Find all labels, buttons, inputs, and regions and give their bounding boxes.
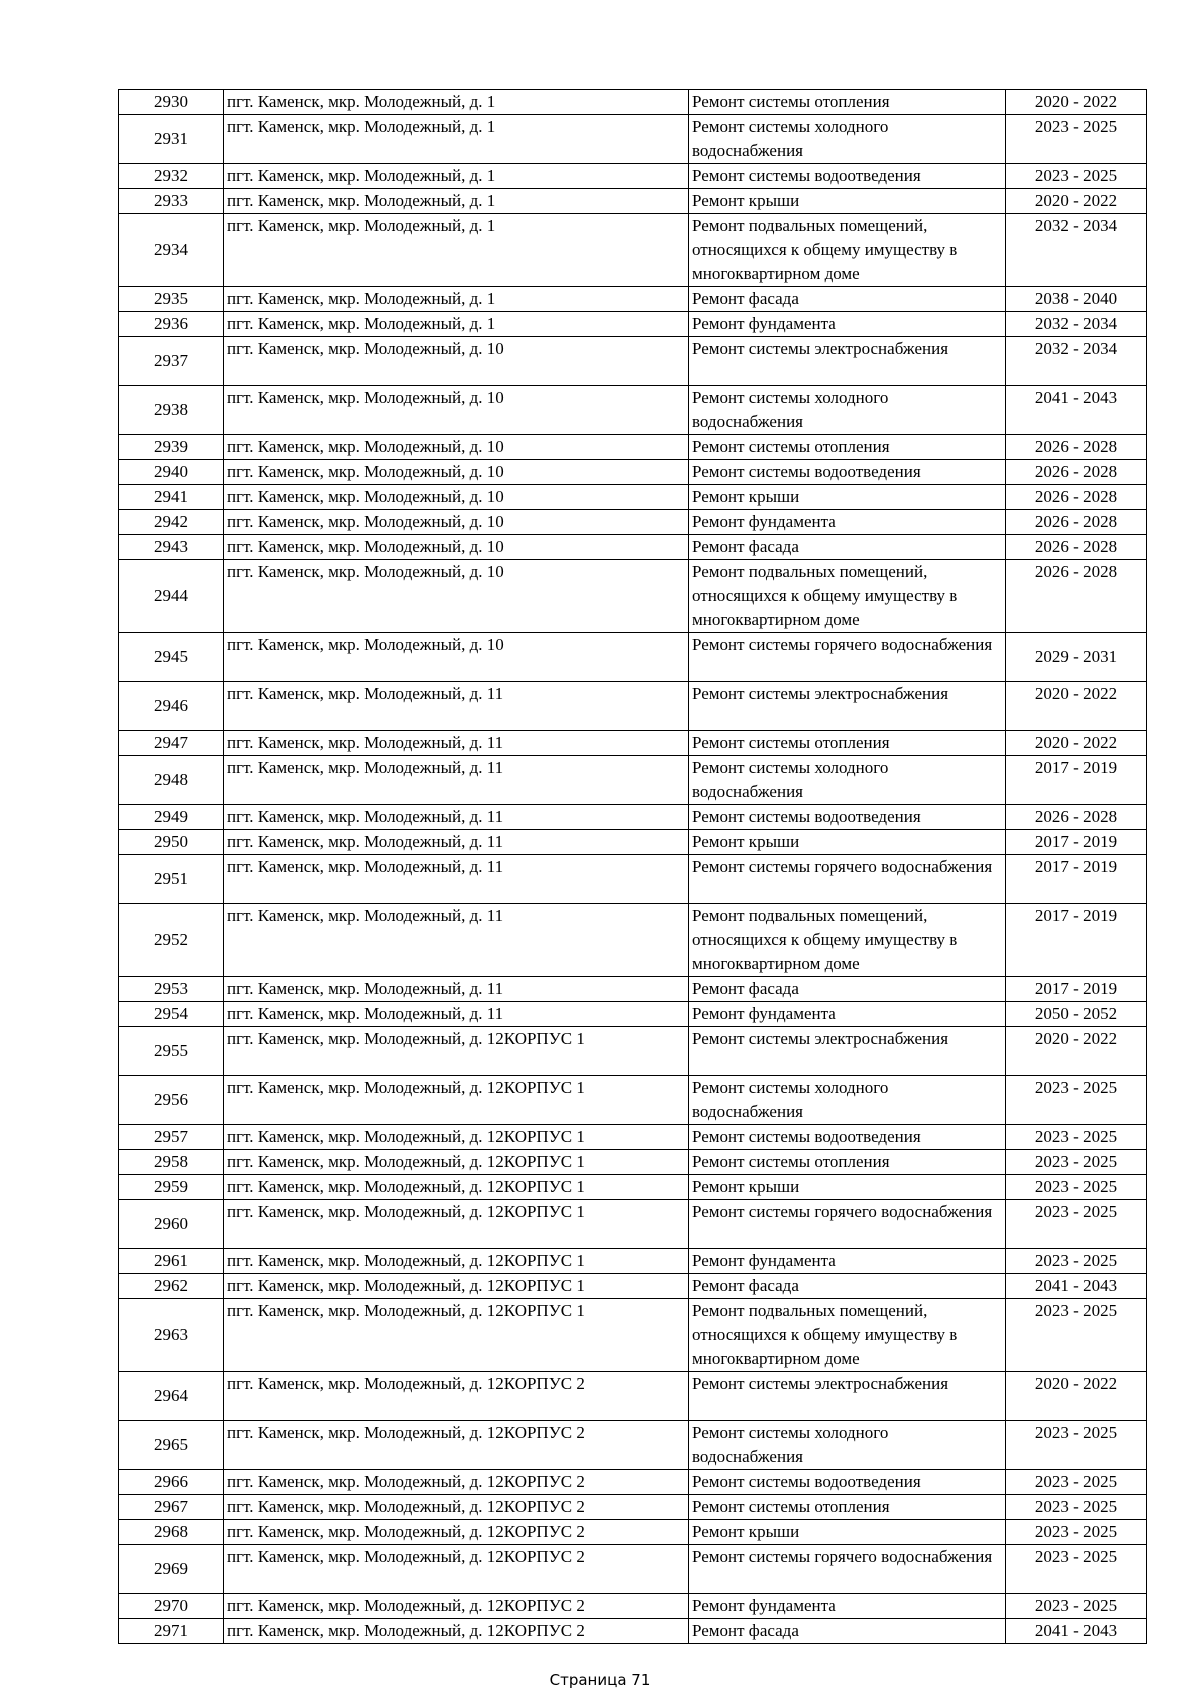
row-period: 2023 - 2025 bbox=[1006, 1299, 1147, 1372]
row-period: 2023 - 2025 bbox=[1006, 1421, 1147, 1470]
row-work-type: Ремонт крыши bbox=[689, 189, 1006, 214]
row-period: 2032 - 2034 bbox=[1006, 214, 1147, 287]
row-address: пгт. Каменск, мкр. Молодежный, д. 1 bbox=[224, 115, 689, 164]
table-row bbox=[119, 1495, 1147, 1520]
table-row bbox=[119, 1200, 1147, 1249]
row-period: 2023 - 2025 bbox=[1006, 1175, 1147, 1200]
row-work-type: Ремонт системы водоотведения bbox=[689, 1470, 1006, 1495]
table-row bbox=[119, 1421, 1147, 1470]
row-address: пгт. Каменск, мкр. Молодежный, д. 11 bbox=[224, 682, 689, 731]
row-work-type: Ремонт системы электроснабжения bbox=[689, 337, 1006, 386]
table-row bbox=[119, 756, 1147, 805]
table-row bbox=[119, 560, 1147, 633]
row-address: пгт. Каменск, мкр. Молодежный, д. 12КОРПУС 1 bbox=[224, 1076, 689, 1125]
table-row bbox=[119, 633, 1147, 682]
row-address: пгт. Каменск, мкр. Молодежный, д. 10 bbox=[224, 435, 689, 460]
table-row bbox=[119, 977, 1147, 1002]
table-row bbox=[119, 115, 1147, 164]
table-row bbox=[119, 1125, 1147, 1150]
row-period: 2023 - 2025 bbox=[1006, 1200, 1147, 1249]
row-period: 2020 - 2022 bbox=[1006, 189, 1147, 214]
row-work-type: Ремонт системы холодного водоснабжения bbox=[689, 756, 1006, 805]
table-row bbox=[119, 1002, 1147, 1027]
row-work-type: Ремонт подвальных помещений, относящихся к общему имуществу в многоквартирном доме bbox=[689, 904, 1006, 977]
row-period: 2017 - 2019 bbox=[1006, 756, 1147, 805]
row-work-type: Ремонт крыши bbox=[689, 485, 1006, 510]
row-work-type: Ремонт системы горячего водоснабжения bbox=[689, 1200, 1006, 1249]
row-address: пгт. Каменск, мкр. Молодежный, д. 12КОРПУС 2 bbox=[224, 1470, 689, 1495]
table-row bbox=[119, 460, 1147, 485]
row-address: пгт. Каменск, мкр. Молодежный, д. 12КОРПУС 1 bbox=[224, 1125, 689, 1150]
table-row bbox=[119, 805, 1147, 830]
row-work-type: Ремонт фасада bbox=[689, 287, 1006, 312]
row-number: 2964 bbox=[119, 1372, 224, 1421]
row-number: 2949 bbox=[119, 805, 224, 830]
row-period: 2023 - 2025 bbox=[1006, 1545, 1147, 1594]
row-work-type: Ремонт фундамента bbox=[689, 1594, 1006, 1619]
row-number: 2935 bbox=[119, 287, 224, 312]
row-work-type: Ремонт фасада bbox=[689, 535, 1006, 560]
table-row bbox=[119, 731, 1147, 756]
row-number: 2960 bbox=[119, 1200, 224, 1249]
row-number: 2963 bbox=[119, 1299, 224, 1372]
table-row bbox=[119, 1372, 1147, 1421]
row-work-type: Ремонт фундамента bbox=[689, 1002, 1006, 1027]
row-address: пгт. Каменск, мкр. Молодежный, д. 12КОРПУС 1 bbox=[224, 1249, 689, 1274]
row-work-type: Ремонт системы отопления bbox=[689, 731, 1006, 756]
row-work-type: Ремонт системы электроснабжения bbox=[689, 682, 1006, 731]
table-row bbox=[119, 1470, 1147, 1495]
row-number: 2932 bbox=[119, 164, 224, 189]
row-period: 2041 - 2043 bbox=[1006, 1619, 1147, 1644]
row-number: 2956 bbox=[119, 1076, 224, 1125]
row-work-type: Ремонт системы горячего водоснабжения bbox=[689, 1545, 1006, 1594]
row-address: пгт. Каменск, мкр. Молодежный, д. 1 bbox=[224, 287, 689, 312]
row-address: пгт. Каменск, мкр. Молодежный, д. 11 bbox=[224, 1002, 689, 1027]
row-address: пгт. Каменск, мкр. Молодежный, д. 12КОРПУС 1 bbox=[224, 1274, 689, 1299]
row-work-type: Ремонт фундамента bbox=[689, 312, 1006, 337]
row-address: пгт. Каменск, мкр. Молодежный, д. 1 bbox=[224, 312, 689, 337]
row-work-type: Ремонт подвальных помещений, относящихся к общему имуществу в многоквартирном доме bbox=[689, 560, 1006, 633]
row-number: 2951 bbox=[119, 855, 224, 904]
row-period: 2026 - 2028 bbox=[1006, 435, 1147, 460]
row-period: 2026 - 2028 bbox=[1006, 485, 1147, 510]
row-address: пгт. Каменск, мкр. Молодежный, д. 1 bbox=[224, 214, 689, 287]
table-row bbox=[119, 1175, 1147, 1200]
row-number: 2965 bbox=[119, 1421, 224, 1470]
table-row bbox=[119, 535, 1147, 560]
row-period: 2023 - 2025 bbox=[1006, 1125, 1147, 1150]
row-address: пгт. Каменск, мкр. Молодежный, д. 10 bbox=[224, 510, 689, 535]
row-number: 2945 bbox=[119, 633, 224, 682]
page-number: Страница 71 bbox=[549, 1671, 651, 1689]
table-row bbox=[119, 312, 1147, 337]
row-number: 2941 bbox=[119, 485, 224, 510]
row-period: 2026 - 2028 bbox=[1006, 535, 1147, 560]
row-period: 2017 - 2019 bbox=[1006, 977, 1147, 1002]
row-address: пгт. Каменск, мкр. Молодежный, д. 11 bbox=[224, 830, 689, 855]
row-period: 2023 - 2025 bbox=[1006, 1594, 1147, 1619]
row-number: 2931 bbox=[119, 115, 224, 164]
row-work-type: Ремонт системы горячего водоснабжения bbox=[689, 633, 1006, 682]
row-address: пгт. Каменск, мкр. Молодежный, д. 10 bbox=[224, 633, 689, 682]
row-work-type: Ремонт подвальных помещений, относящихся к общему имуществу в многоквартирном доме bbox=[689, 1299, 1006, 1372]
row-period: 2020 - 2022 bbox=[1006, 1372, 1147, 1421]
row-work-type: Ремонт крыши bbox=[689, 1520, 1006, 1545]
table-row bbox=[119, 337, 1147, 386]
row-period: 2017 - 2019 bbox=[1006, 904, 1147, 977]
row-number: 2968 bbox=[119, 1520, 224, 1545]
row-address: пгт. Каменск, мкр. Молодежный, д. 12КОРПУС 2 bbox=[224, 1545, 689, 1594]
row-address: пгт. Каменск, мкр. Молодежный, д. 11 bbox=[224, 855, 689, 904]
row-period: 2020 - 2022 bbox=[1006, 1027, 1147, 1076]
row-number: 2970 bbox=[119, 1594, 224, 1619]
row-address: пгт. Каменск, мкр. Молодежный, д. 12КОРПУС 2 bbox=[224, 1520, 689, 1545]
row-address: пгт. Каменск, мкр. Молодежный, д. 12КОРПУС 1 bbox=[224, 1175, 689, 1200]
row-address: пгт. Каменск, мкр. Молодежный, д. 11 bbox=[224, 756, 689, 805]
row-work-type: Ремонт системы горячего водоснабжения bbox=[689, 855, 1006, 904]
repair-schedule-table bbox=[118, 89, 1147, 1644]
table-row bbox=[119, 287, 1147, 312]
row-number: 2957 bbox=[119, 1125, 224, 1150]
table-body bbox=[119, 90, 1147, 1644]
table-row bbox=[119, 214, 1147, 287]
row-work-type: Ремонт системы холодного водоснабжения bbox=[689, 386, 1006, 435]
row-number: 2946 bbox=[119, 682, 224, 731]
table-row bbox=[119, 164, 1147, 189]
table-row bbox=[119, 1027, 1147, 1076]
row-number: 2954 bbox=[119, 1002, 224, 1027]
row-address: пгт. Каменск, мкр. Молодежный, д. 12КОРПУС 1 bbox=[224, 1027, 689, 1076]
row-address: пгт. Каменск, мкр. Молодежный, д. 10 bbox=[224, 535, 689, 560]
table-row bbox=[119, 1594, 1147, 1619]
row-address: пгт. Каменск, мкр. Молодежный, д. 12КОРПУС 1 bbox=[224, 1200, 689, 1249]
row-work-type: Ремонт системы водоотведения bbox=[689, 1125, 1006, 1150]
row-number: 2953 bbox=[119, 977, 224, 1002]
row-period: 2017 - 2019 bbox=[1006, 830, 1147, 855]
row-work-type: Ремонт системы электроснабжения bbox=[689, 1372, 1006, 1421]
row-work-type: Ремонт системы холодного водоснабжения bbox=[689, 115, 1006, 164]
row-period: 2017 - 2019 bbox=[1006, 855, 1147, 904]
table-row bbox=[119, 1520, 1147, 1545]
row-period: 2023 - 2025 bbox=[1006, 1150, 1147, 1175]
row-number: 2943 bbox=[119, 535, 224, 560]
row-number: 2933 bbox=[119, 189, 224, 214]
table-row bbox=[119, 1274, 1147, 1299]
row-number: 2955 bbox=[119, 1027, 224, 1076]
row-period: 2026 - 2028 bbox=[1006, 510, 1147, 535]
row-address: пгт. Каменск, мкр. Молодежный, д. 10 bbox=[224, 386, 689, 435]
row-period: 2020 - 2022 bbox=[1006, 682, 1147, 731]
row-period: 2020 - 2022 bbox=[1006, 90, 1147, 115]
row-period: 2029 - 2031 bbox=[1006, 633, 1147, 682]
table-row bbox=[119, 386, 1147, 435]
row-work-type: Ремонт фасада bbox=[689, 1619, 1006, 1644]
row-number: 2958 bbox=[119, 1150, 224, 1175]
row-address: пгт. Каменск, мкр. Молодежный, д. 1 bbox=[224, 90, 689, 115]
row-address: пгт. Каменск, мкр. Молодежный, д. 12КОРПУС 2 bbox=[224, 1495, 689, 1520]
row-period: 2041 - 2043 bbox=[1006, 386, 1147, 435]
row-address: пгт. Каменск, мкр. Молодежный, д. 1 bbox=[224, 189, 689, 214]
row-number: 2942 bbox=[119, 510, 224, 535]
row-address: пгт. Каменск, мкр. Молодежный, д. 12КОРПУС 1 bbox=[224, 1150, 689, 1175]
row-address: пгт. Каменск, мкр. Молодежный, д. 1 bbox=[224, 164, 689, 189]
row-number: 2959 bbox=[119, 1175, 224, 1200]
row-work-type: Ремонт системы отопления bbox=[689, 1150, 1006, 1175]
table-row bbox=[119, 1249, 1147, 1274]
row-address: пгт. Каменск, мкр. Молодежный, д. 10 bbox=[224, 560, 689, 633]
row-period: 2023 - 2025 bbox=[1006, 1470, 1147, 1495]
row-period: 2032 - 2034 bbox=[1006, 312, 1147, 337]
table-row bbox=[119, 1619, 1147, 1644]
row-number: 2950 bbox=[119, 830, 224, 855]
row-work-type: Ремонт фундамента bbox=[689, 510, 1006, 535]
row-work-type: Ремонт системы электроснабжения bbox=[689, 1027, 1006, 1076]
table-row bbox=[119, 90, 1147, 115]
row-work-type: Ремонт системы водоотведения bbox=[689, 460, 1006, 485]
row-number: 2939 bbox=[119, 435, 224, 460]
row-period: 2023 - 2025 bbox=[1006, 1495, 1147, 1520]
row-number: 2969 bbox=[119, 1545, 224, 1594]
row-work-type: Ремонт системы водоотведения bbox=[689, 164, 1006, 189]
row-work-type: Ремонт системы холодного водоснабжения bbox=[689, 1421, 1006, 1470]
row-number: 2966 bbox=[119, 1470, 224, 1495]
row-address: пгт. Каменск, мкр. Молодежный, д. 12КОРПУС 2 bbox=[224, 1619, 689, 1644]
row-period: 2050 - 2052 bbox=[1006, 1002, 1147, 1027]
row-number: 2944 bbox=[119, 560, 224, 633]
row-address: пгт. Каменск, мкр. Молодежный, д. 11 bbox=[224, 977, 689, 1002]
row-number: 2962 bbox=[119, 1274, 224, 1299]
row-period: 2023 - 2025 bbox=[1006, 164, 1147, 189]
row-work-type: Ремонт системы холодного водоснабжения bbox=[689, 1076, 1006, 1125]
row-number: 2947 bbox=[119, 731, 224, 756]
row-address: пгт. Каменск, мкр. Молодежный, д. 12КОРПУС 2 bbox=[224, 1421, 689, 1470]
row-address: пгт. Каменск, мкр. Молодежный, д. 10 bbox=[224, 485, 689, 510]
row-period: 2026 - 2028 bbox=[1006, 560, 1147, 633]
table-row bbox=[119, 682, 1147, 731]
row-address: пгт. Каменск, мкр. Молодежный, д. 11 bbox=[224, 805, 689, 830]
table-row bbox=[119, 855, 1147, 904]
row-work-type: Ремонт крыши bbox=[689, 1175, 1006, 1200]
table-row bbox=[119, 1545, 1147, 1594]
row-number: 2948 bbox=[119, 756, 224, 805]
row-address: пгт. Каменск, мкр. Молодежный, д. 12КОРПУС 2 bbox=[224, 1594, 689, 1619]
row-number: 2961 bbox=[119, 1249, 224, 1274]
row-period: 2023 - 2025 bbox=[1006, 1520, 1147, 1545]
row-number: 2936 bbox=[119, 312, 224, 337]
row-number: 2930 bbox=[119, 90, 224, 115]
row-period: 2041 - 2043 bbox=[1006, 1274, 1147, 1299]
row-work-type: Ремонт крыши bbox=[689, 830, 1006, 855]
table-row bbox=[119, 189, 1147, 214]
row-period: 2026 - 2028 bbox=[1006, 805, 1147, 830]
row-number: 2937 bbox=[119, 337, 224, 386]
table-row bbox=[119, 435, 1147, 460]
row-number: 2938 bbox=[119, 386, 224, 435]
row-work-type: Ремонт системы водоотведения bbox=[689, 805, 1006, 830]
row-work-type: Ремонт фасада bbox=[689, 1274, 1006, 1299]
row-address: пгт. Каменск, мкр. Молодежный, д. 12КОРПУС 1 bbox=[224, 1299, 689, 1372]
row-address: пгт. Каменск, мкр. Молодежный, д. 11 bbox=[224, 731, 689, 756]
row-work-type: Ремонт фундамента bbox=[689, 1249, 1006, 1274]
table-row bbox=[119, 830, 1147, 855]
row-address: пгт. Каменск, мкр. Молодежный, д. 11 bbox=[224, 904, 689, 977]
table-row bbox=[119, 1076, 1147, 1125]
row-number: 2934 bbox=[119, 214, 224, 287]
table-row bbox=[119, 485, 1147, 510]
row-number: 2952 bbox=[119, 904, 224, 977]
row-work-type: Ремонт системы отопления bbox=[689, 90, 1006, 115]
row-work-type: Ремонт системы отопления bbox=[689, 1495, 1006, 1520]
row-period: 2023 - 2025 bbox=[1006, 1249, 1147, 1274]
row-period: 2023 - 2025 bbox=[1006, 1076, 1147, 1125]
row-work-type: Ремонт подвальных помещений, относящихся к общему имуществу в многоквартирном доме bbox=[689, 214, 1006, 287]
row-work-type: Ремонт фасада bbox=[689, 977, 1006, 1002]
row-address: пгт. Каменск, мкр. Молодежный, д. 10 bbox=[224, 460, 689, 485]
row-period: 2038 - 2040 bbox=[1006, 287, 1147, 312]
row-period: 2023 - 2025 bbox=[1006, 115, 1147, 164]
table-row bbox=[119, 1299, 1147, 1372]
table-row bbox=[119, 1150, 1147, 1175]
row-number: 2967 bbox=[119, 1495, 224, 1520]
row-address: пгт. Каменск, мкр. Молодежный, д. 12КОРПУС 2 bbox=[224, 1372, 689, 1421]
row-period: 2032 - 2034 bbox=[1006, 337, 1147, 386]
row-number: 2971 bbox=[119, 1619, 224, 1644]
row-period: 2020 - 2022 bbox=[1006, 731, 1147, 756]
row-number: 2940 bbox=[119, 460, 224, 485]
table-row bbox=[119, 904, 1147, 977]
row-work-type: Ремонт системы отопления bbox=[689, 435, 1006, 460]
row-address: пгт. Каменск, мкр. Молодежный, д. 10 bbox=[224, 337, 689, 386]
table-row bbox=[119, 510, 1147, 535]
row-period: 2026 - 2028 bbox=[1006, 460, 1147, 485]
